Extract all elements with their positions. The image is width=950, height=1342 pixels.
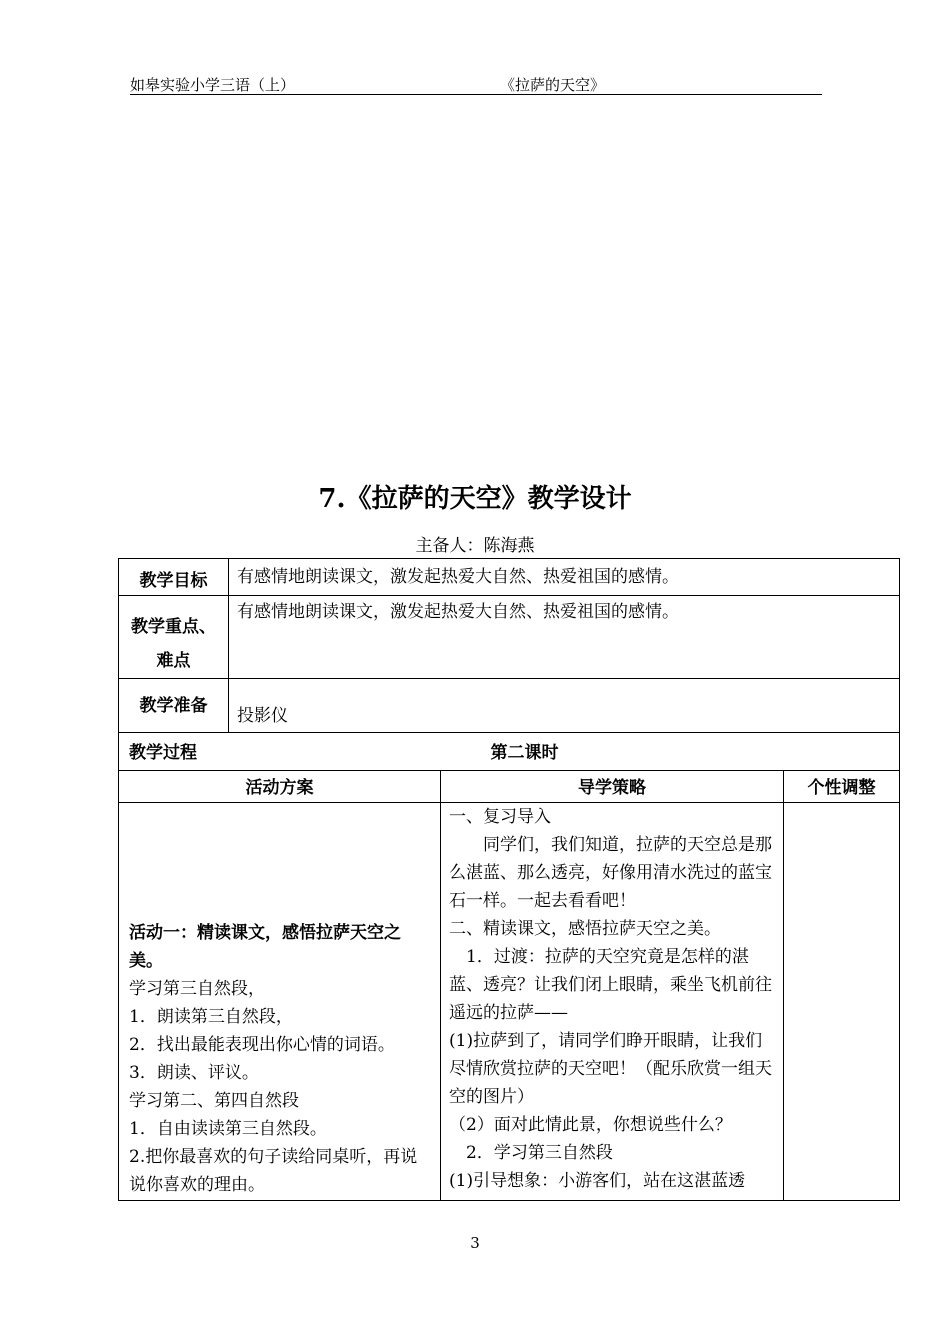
header-school: 如皋实验小学三语（上） [130,76,296,94]
strategy-paragraph: 一、复习导入 [449,807,551,827]
process-row [119,733,900,771]
header-lesson-title: 《拉萨的天空》 [500,76,606,94]
activity-line: 2.把你最喜欢的句子读给同桌听，再说说你喜欢的理由。 [129,1147,418,1195]
activity-line: 1．朗读第三自然段， [129,1007,293,1027]
key-text: 有感情地朗读课文，激发起热爱大自然、热爱祖国的感情。 [229,596,900,679]
strategy-paragraph: (1)引导想象：小游客们，站在这湛蓝透 [449,1171,746,1191]
col-activity-header: 活动方案 [119,771,441,803]
content-row [119,803,900,1201]
column-header-row [119,771,900,803]
strategy-cell [441,803,784,1201]
prep-row [119,679,900,733]
activity-cell [119,803,441,1201]
strategy-paragraph: 二、精读课文，感悟拉萨天空之美。 [449,919,721,939]
adjust-cell [784,803,900,1201]
activity-heading: 活动一：精读课文，感悟拉萨天空之美。 [129,923,401,971]
activity-line: 2．找出最能表现出你心情的词语。 [129,1035,395,1055]
prep-text: 投影仪 [229,679,900,733]
process-label: 教学过程 [129,743,197,763]
prep-label: 教学准备 [119,679,229,733]
goal-row [119,559,900,596]
col-strategy-header: 导学策略 [441,771,784,803]
goal-text: 有感情地朗读课文，激发起热爱大自然、热爱祖国的感情。 [229,559,900,596]
process-cell [119,733,900,771]
lesson-plan-table [118,558,900,1201]
activity-line: 1．自由读读第三自然段。 [129,1119,327,1139]
page-header [130,72,822,95]
activity-line: 学习第二、第四自然段 [129,1091,299,1111]
key-label-line2: 难点 [156,651,191,671]
lesson-period: 第二课时 [490,743,559,763]
activity-line: 3．朗读、评议。 [129,1063,259,1083]
preparer-line: 主备人：陈海燕 [415,536,535,556]
strategy-paragraph: 1．过渡：拉萨的天空究竟是怎样的湛蓝、透亮？让我们闭上眼睛，乘坐飞机前往遥远的拉萨—— [449,947,772,1023]
key-label [119,596,229,679]
strategy-paragraph: 同学们，我们知道，拉萨的天空总是那么湛蓝、那么透亮，好像用清水洗过的蓝宝石一样。一起去看看吧！ [449,835,772,911]
col-adjust-header: 个性调整 [784,771,900,803]
strategy-paragraph: 2．学习第三自然段 [466,1143,613,1163]
key-row [119,596,900,679]
strategy-paragraph: （2）面对此情此景，你想说些什么？ [449,1115,732,1135]
document-title: 7.《拉萨的天空》教学设计 [318,484,632,514]
key-label-line1: 教学重点、 [131,617,216,637]
goal-label: 教学目标 [119,559,229,596]
activity-line: 学习第三自然段， [129,979,265,999]
page-number: 3 [470,1234,480,1252]
strategy-paragraph: (1)拉萨到了，请同学们睁开眼睛，让我们尽情欣赏拉萨的天空吧！（配乐欣赏一组天空的图片） [449,1031,772,1107]
